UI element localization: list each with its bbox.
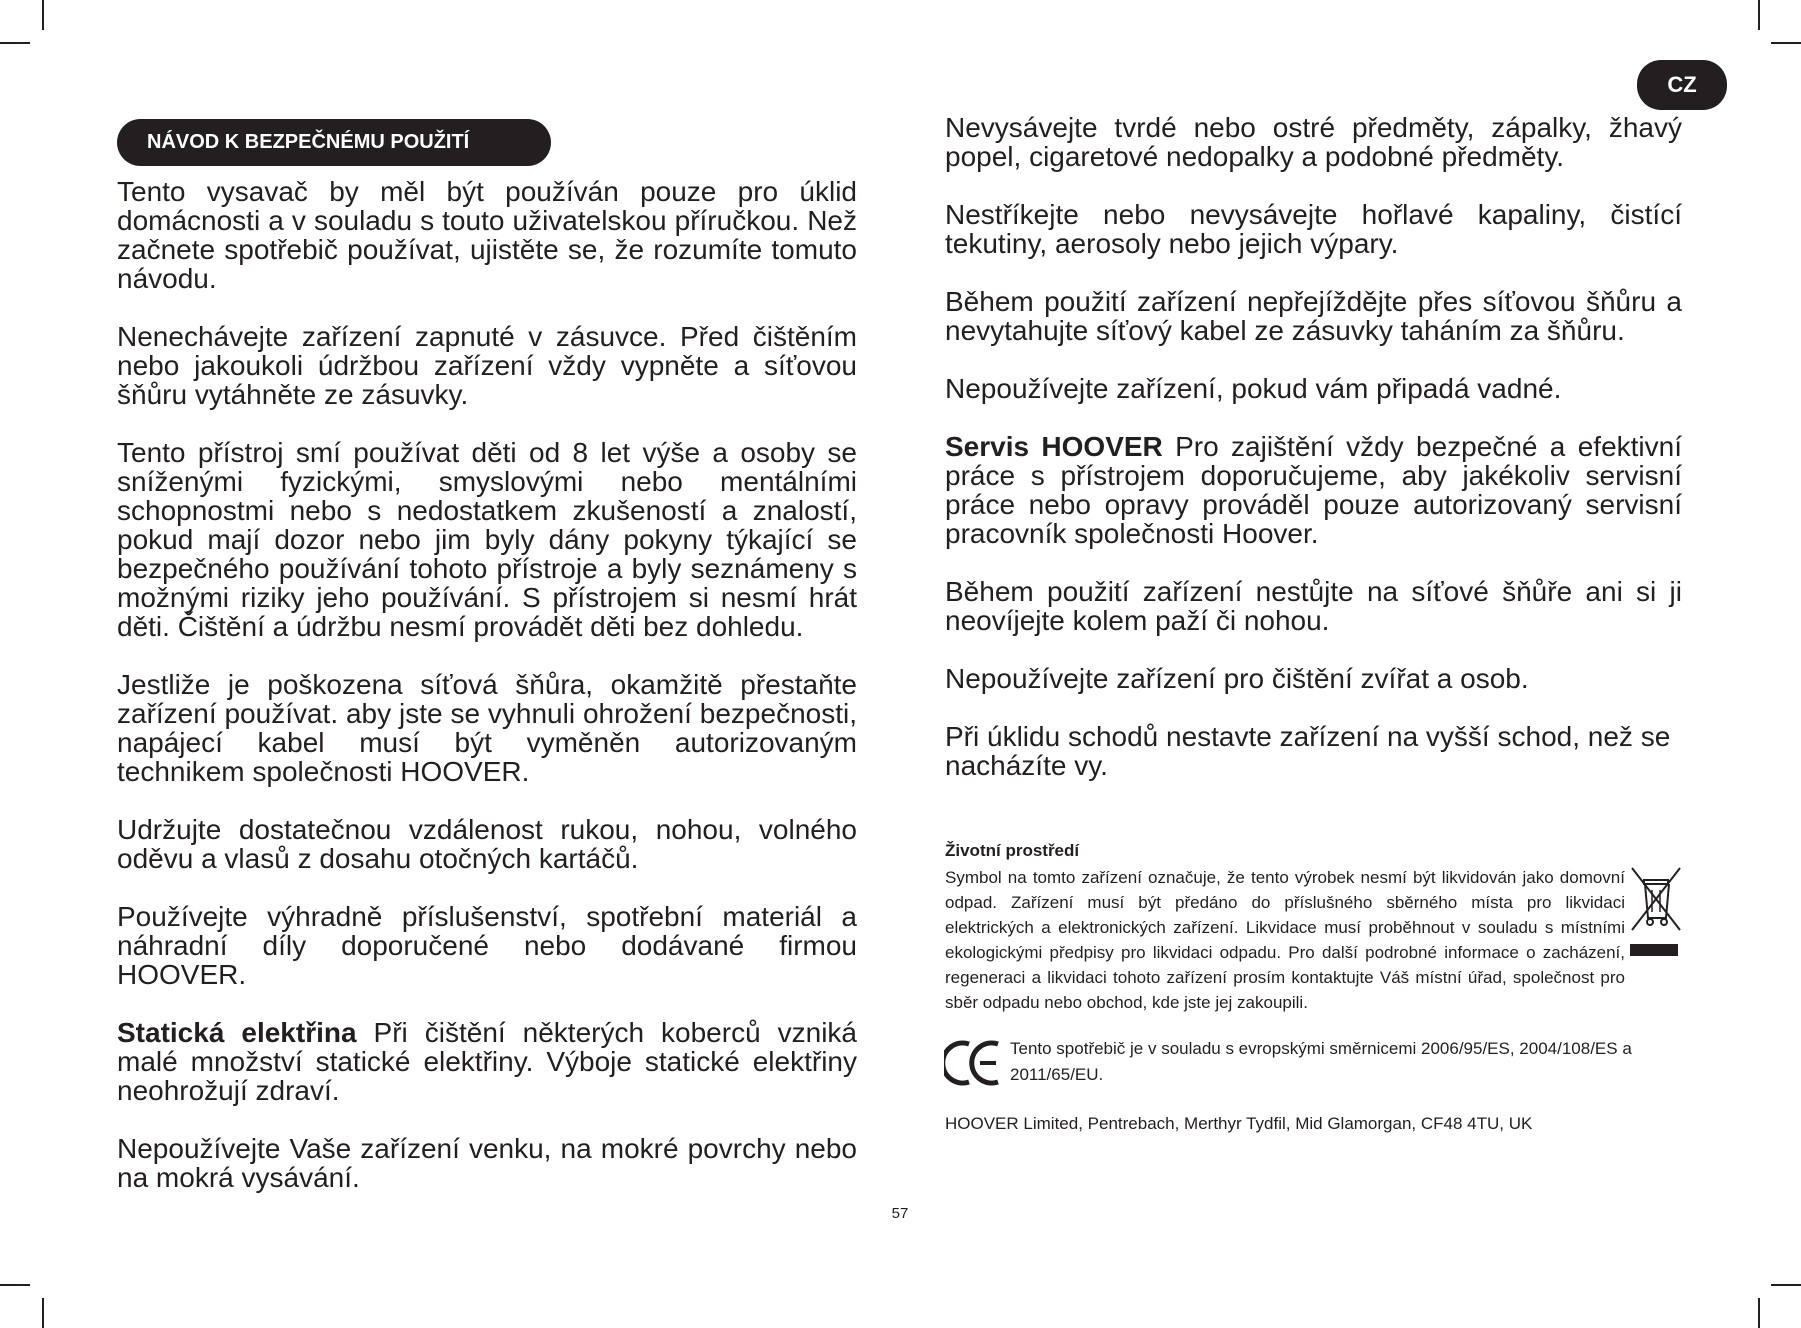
ce-compliance-text: Tento spotřebič je v souladu s evropskými směrnicemi 2006/95/ES, 2004/108/ES a 2011/65/EU.	[1010, 1039, 1632, 1084]
paragraph: Udržujte dostatečnou vzdálenost rukou, nohou, volného oděvu a vlasů z dosahu otočných kartáčů.	[117, 814, 857, 874]
ce-mark-icon	[944, 1038, 1002, 1088]
paragraph: Nepoužívejte zařízení, pokud vám připadá vadné.	[945, 373, 1562, 404]
crop-mark	[42, 0, 44, 30]
paragraph: Používejte výhradně příslušenství, spotřební materiál a náhradní díly doporučené nebo dodávané firmou HOOVER.	[117, 901, 857, 990]
paragraph-service	[945, 432, 1682, 548]
paragraph: Nevysávejte tvrdé nebo ostré předměty, zápalky, žhavý popel, cigaretové nedopalky a podobné předměty.	[945, 112, 1682, 172]
paragraph: Během použití zařízení nestůjte na síťové šňůře ani si ji neovíjejte kolem paží či nohou.	[945, 576, 1682, 636]
paragraph: Nenechávejte zařízení zapnuté v zásuvce. Před čištěním nebo jakoukoli údržbou zařízení vždy vypněte a síťovou šňůru vytáhněte ze zásuvky.	[117, 321, 857, 410]
crop-mark	[1771, 42, 1801, 44]
crop-mark	[0, 1284, 30, 1286]
paragraph: Nestříkejte nebo nevysávejte hořlavé kapaliny, čistící tekutiny, aerosoly nebo jejich výpary.	[945, 199, 1682, 259]
environment-section	[945, 838, 1625, 1015]
section-title: NÁVOD K BEZPEČNÉMU POUŽITÍ	[117, 119, 551, 166]
crop-mark	[1758, 0, 1760, 30]
crop-mark	[0, 42, 30, 44]
crop-mark	[1771, 1284, 1801, 1286]
paragraph: Jestliže je poškozena síťová šňůra, okamžitě přestaňte zařízení používat. aby jste se vyhnuli ohrožení bezpečnosti, napájecí kabel musí být vyměněn autorizovaným technikem společnosti HOOVER.	[117, 669, 857, 787]
paragraph: Při úklidu schodů nestavte zařízení na vyšší schod, než se nacházíte vy.	[945, 721, 1671, 781]
crop-mark	[42, 1298, 44, 1328]
paragraph: Nepoužívejte zařízení pro čištění zvířat a osob.	[945, 663, 1529, 694]
environment-title: Životní prostředí	[945, 841, 1080, 860]
crop-mark	[1758, 1298, 1760, 1328]
paragraph: Tento vysavač by měl být používán pouze pro úklid domácnosti a v souladu s touto uživatelskou příručkou. Než začnete spotřebič používat, ujistěte se, že rozumíte tomuto návodu.	[117, 176, 857, 294]
page-number: 57	[891, 1205, 909, 1222]
environment-text: Symbol na tomto zařízení označuje, že tento výrobek nesmí být likvidován jako domovní odpad. Zařízení musí být předáno do příslušného sběrného místa pro likvidaci elektrických a elektronických zařízení. Likvidace musí proběhnout v souladu s místními ekologickými předpisy pro likvidaci odpadu. Pro další podrobné informace o zacházení, regeneraci a likvidaci tohoto zařízení prosím kontaktujte Váš místní úřad, společnost pro sběr odpadu nebo obchod, kde jste jej zakoupili.	[945, 868, 1625, 1012]
paragraph-body: Pro zajištění vždy bezpečné a efektivní práce s přístrojem doporučujeme, aby jakékoliv servisní práce nebo opravy prováděl pouze autorizovaný servisní pracovník společnosti Hoover.	[945, 431, 1683, 549]
paragraph-static-electricity	[117, 1018, 857, 1105]
paragraph-lead: Servis HOOVER	[945, 431, 1163, 462]
weee-bar	[1630, 944, 1678, 956]
right-column	[945, 113, 1682, 809]
left-column	[117, 177, 857, 1221]
paragraph: Tento přístroj smí používat děti od 8 let výše a osoby se sníženými fyzickými, smyslovými nebo mentálními schopnostmi nebo s nedostatkem zkušeností a znalostí, pokud mají dozor nebo jim byly dány pokyny týkající se bezpečného používání tohoto přístroje a byly seznámeny s možnými riziky jeho používání. S přístrojem si nesmí hrát děti. Čištění a údržbu nesmí provádět děti bez dohledu.	[117, 437, 857, 642]
paragraph: Nepoužívejte Vaše zařízení venku, na mokré povrchy nebo na mokrá vysávání.	[117, 1133, 857, 1193]
manufacturer-address: HOOVER Limited, Pentrebach, Merthyr Tydfil, Mid Glamorgan, CF48 4TU, UK	[945, 1114, 1533, 1133]
language-badge: CZ	[1637, 60, 1727, 110]
paragraph-body: Při čištění některých koberců vzniká malé množství statické elektřiny. Výboje statické elektřiny neohrožují zdraví.	[117, 1017, 858, 1106]
paragraph-lead: Statická elektřina	[117, 1017, 357, 1048]
paragraph: Během použití zařízení nepřejíždějte přes síťovou šňůru a nevytahujte síťový kabel ze zásuvky taháním za šňůru.	[945, 286, 1682, 346]
crossed-out-wheelie-bin-icon	[1630, 866, 1682, 932]
